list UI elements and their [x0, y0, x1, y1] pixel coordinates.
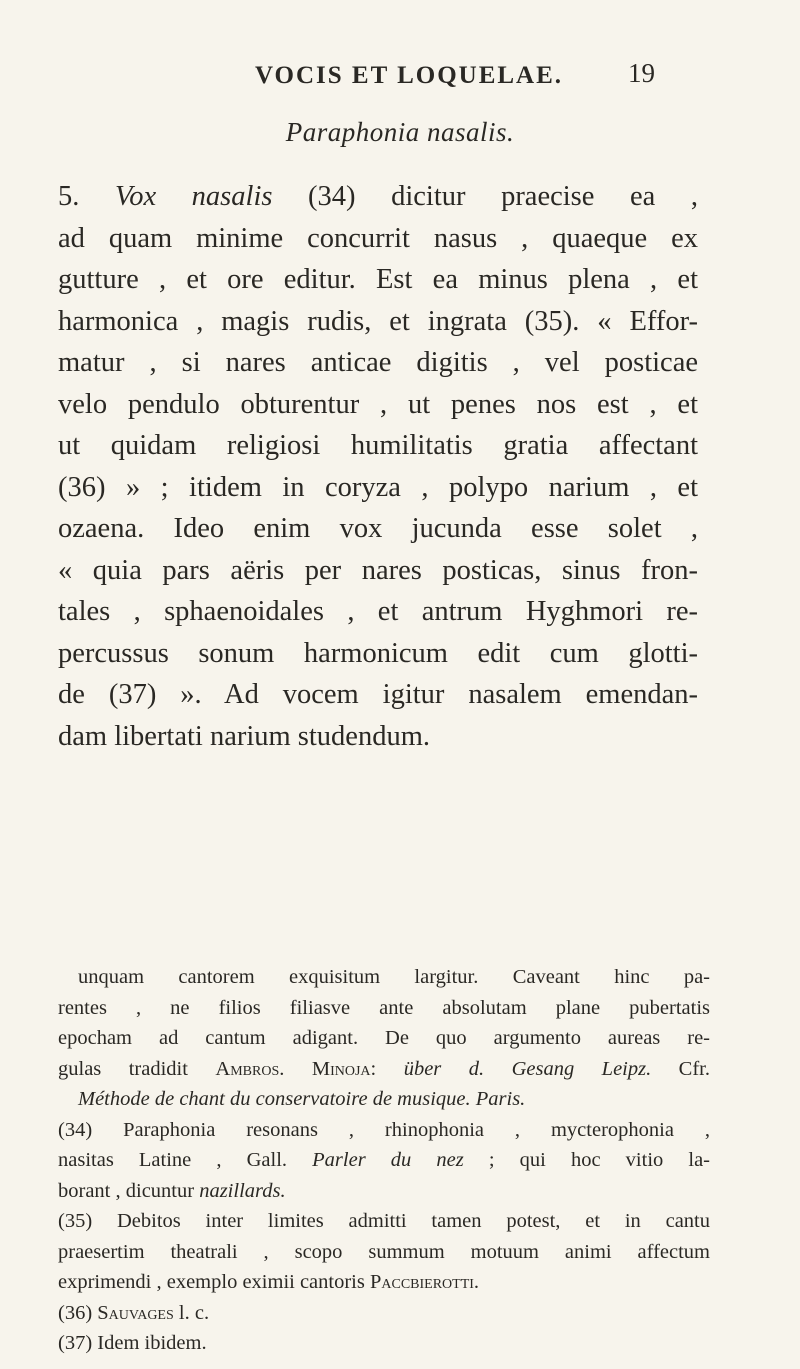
text-line: (36) » ; itidem in coryza , polypo narium , et	[58, 471, 698, 503]
footnote-line: (34) Paraphonia resonans , rhinophonia , mycterophonia ,	[58, 1118, 710, 1141]
footnote-line: rentes , ne filios filiasve ante absolutam plane pubertatis	[58, 996, 710, 1019]
footnote-line	[58, 1084, 710, 1115]
footnotes	[58, 962, 710, 1359]
term-vox-nasalis: Vox nasalis	[114, 181, 273, 212]
text-line: percussus sonum harmonicum edit cum glotti-	[58, 637, 698, 669]
footnote-line: borant , dicuntur nazillards.	[58, 1179, 286, 1202]
text-line: ad quam minime concurrit nasus , quaeque ex	[58, 222, 698, 254]
text-line: dam libertati narium studendum.	[58, 720, 431, 752]
footnote-line: (36) Sauvages l. c.	[58, 1301, 210, 1324]
footnote-line: epocham ad cantum adigant. De quo argumento aureas re-	[58, 1027, 710, 1049]
text-line: ut quidam religiosi humilitatis gratia affectant	[58, 430, 698, 461]
text-line: 5. Vox nasalis (34) dicitur praecise ea ,	[58, 181, 698, 212]
footnote-line: exprimendi , exemplo eximii cantoris Paccbierotti.	[58, 1271, 480, 1293]
book-title: Méthode de chant du conservatoire de musique. Paris.	[78, 1088, 526, 1110]
french-term: nazillards.	[199, 1179, 286, 1202]
page-header	[0, 58, 800, 98]
footnote-line: gulas tradidit Ambros. Minoja: über d. Gesang Leipz. Cfr.	[58, 1057, 711, 1080]
text-line: « quia pars aëris per nares posticas, sinus fron-	[58, 554, 698, 586]
text-line: velo pendulo obturentur , ut penes nos est , et	[58, 388, 698, 420]
text-line: tales , sphaenoidales , et antrum Hyghmori re-	[58, 596, 698, 627]
book-title: über d. Gesang Leipz.	[403, 1057, 652, 1080]
footnote-line: praesertim theatrali , scopo summum motuum animi affectum	[58, 1240, 710, 1263]
running-title: VOCIS ET LOQUELAE.	[255, 62, 564, 89]
footnote-line: unquam cantorem exquisitum largitur. Caveant hinc pa-	[78, 966, 710, 988]
text-line: ozaena. Ideo enim vox jucunda esse solet ,	[58, 513, 698, 544]
page-number: 19	[628, 58, 655, 88]
author-name: Sauvages	[97, 1301, 174, 1324]
footnote-line: (37) Idem ibidem.	[58, 1332, 207, 1354]
author-name: Ambros. Minoja	[215, 1057, 371, 1080]
french-term: Parler du nez	[312, 1149, 464, 1171]
text-line: gutture , et ore editur. Est ea minus plena , et	[58, 264, 698, 295]
section-title: Paraphonia nasalis.	[285, 117, 515, 147]
footnote-line: (35) Debitos inter limites admitti tamen potest, et in cantu	[58, 1210, 710, 1232]
text-line: matur , si nares anticae digitis , vel posticae	[58, 347, 698, 378]
footnote-line: nasitas Latine , Gall. Parler du nez ; qui hoc vitio la-	[58, 1149, 710, 1171]
text-line: de (37) ». Ad vocem igitur nasalem emendan-	[58, 679, 698, 710]
author-name: Paccbierotti.	[369, 1271, 480, 1293]
text-line: harmonica , magis rudis, et ingrata (35). « Effor-	[58, 305, 698, 337]
main-paragraph	[58, 176, 698, 757]
